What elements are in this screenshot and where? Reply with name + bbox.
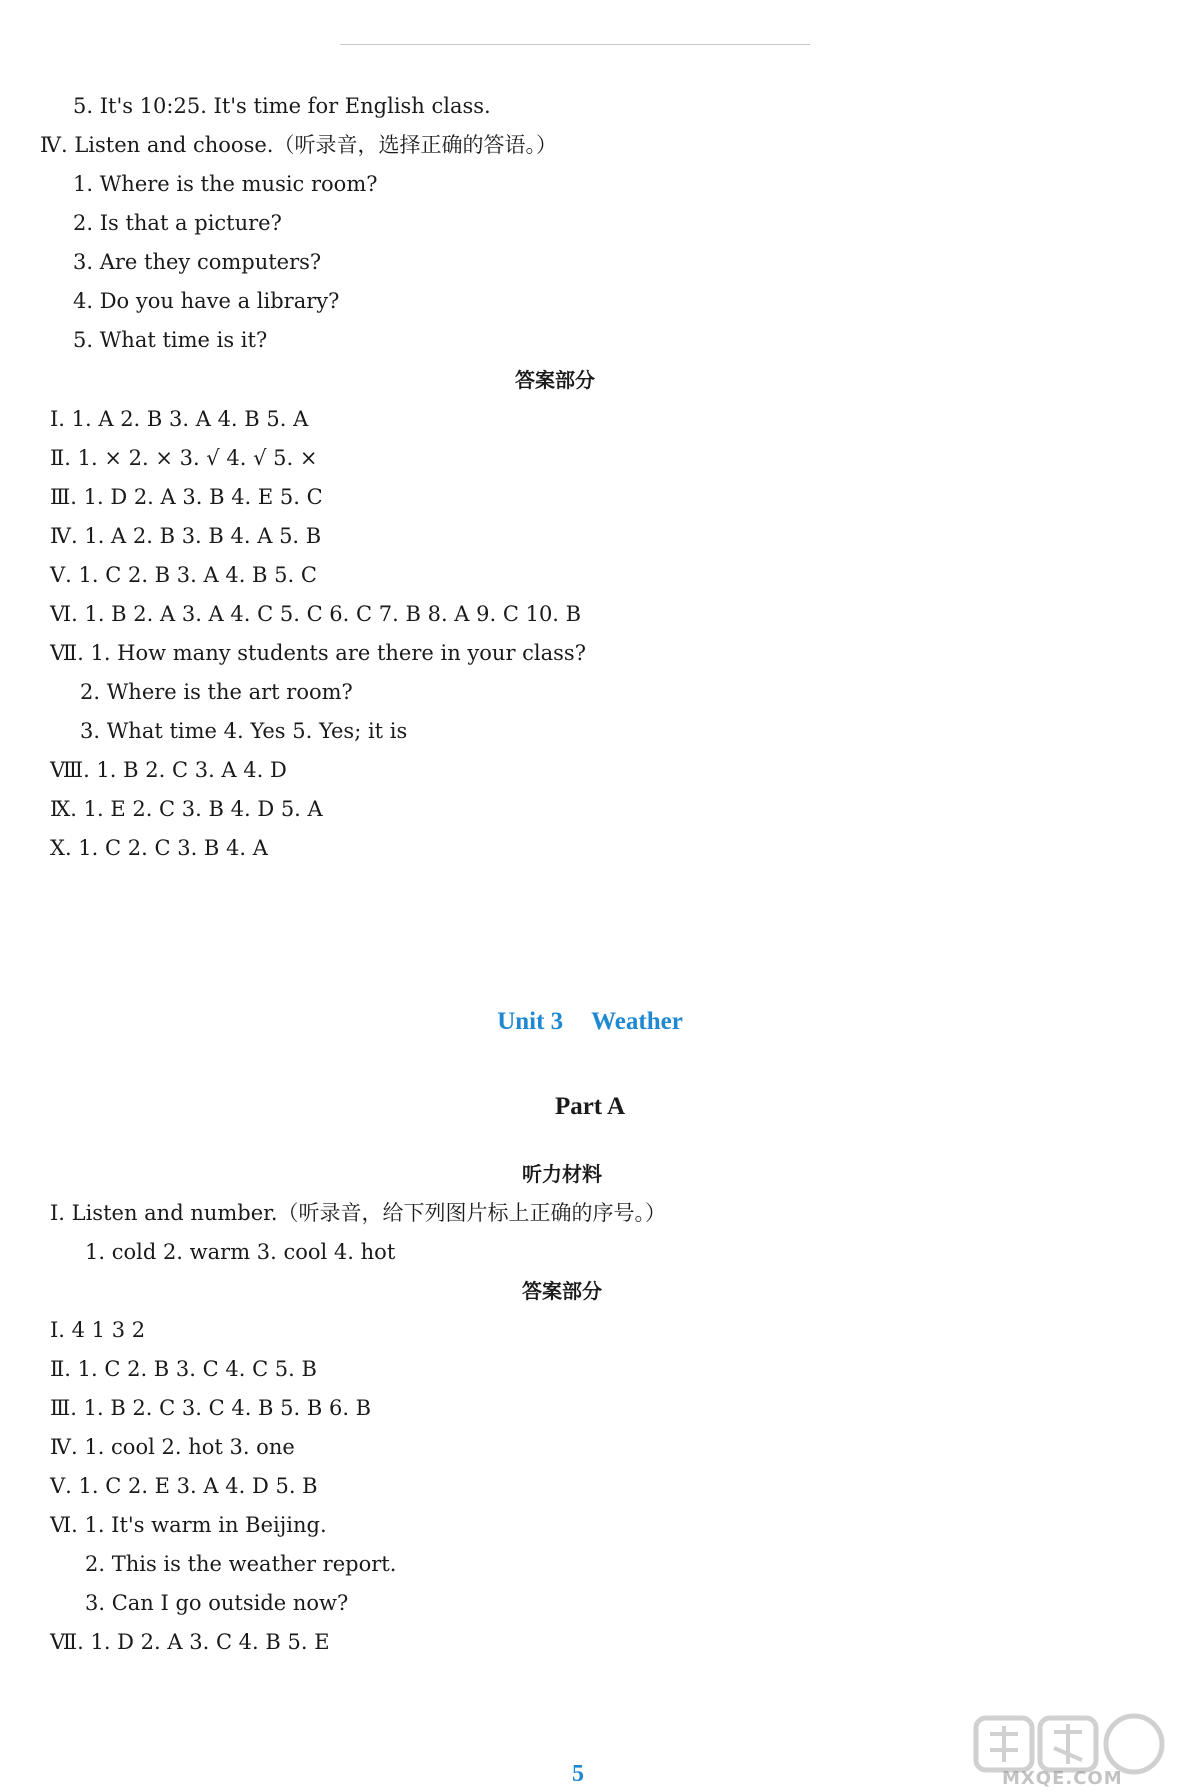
answer-row: Ⅹ. 1. C 2. C 3. B 4. A (50, 836, 268, 860)
answer-row: Ⅷ. 1. B 2. C 3. A 4. D (50, 758, 287, 782)
listening-material-heading: 听力材料 (522, 1162, 602, 1186)
answers-heading-2: 答案部分 (522, 1279, 602, 1303)
answer-row: Ⅱ. 1. C 2. B 3. C 4. C 5. B (50, 1357, 317, 1381)
listening-item: 1. Where is the music room? (73, 172, 378, 196)
watermark-text: MXQE.COM (1002, 1768, 1123, 1789)
listening-item: 5. What time is it? (73, 328, 268, 352)
answer-row: 2. Where is the art room? (80, 680, 353, 704)
top-rule (340, 44, 810, 45)
listening-item: 4. Do you have a library? (73, 289, 340, 313)
listening-line-5: 5. It's 10:25. It's time for English class. (73, 94, 491, 118)
answer-row: Ⅰ. 1. A 2. B 3. A 4. B 5. A (50, 407, 309, 431)
answer-row: Ⅶ. 1. How many students are there in your class? (50, 641, 586, 665)
answer-row: Ⅲ. 1. D 2. A 3. B 4. E 5. C (50, 485, 323, 509)
part-title: Part A (554, 1093, 626, 1120)
unit-title (0, 1008, 1180, 1036)
answers-heading: 答案部分 (515, 368, 595, 392)
listening-item: 3. Are they computers? (73, 250, 322, 274)
unit-label: Unit 3 (497, 1008, 564, 1035)
answer-row: Ⅶ. 1. D 2. A 3. C 4. B 5. E (50, 1630, 330, 1654)
answer-row: Ⅳ. 1. A 2. B 3. B 4. A 5. B (50, 524, 322, 548)
answer-row: Ⅸ. 1. E 2. C 3. B 4. D 5. A (50, 797, 323, 821)
answer-row: 3. Can I go outside now? (85, 1591, 349, 1615)
answer-row: Ⅵ. 1. B 2. A 3. A 4. C 5. C 6. C 7. B 8. A 9. C 10. B (50, 602, 582, 626)
answer-row: Ⅴ. 1. C 2. B 3. A 4. B 5. C (50, 563, 317, 587)
listening-item: 2. Is that a picture? (73, 211, 282, 235)
answer-row: Ⅲ. 1. B 2. C 3. C 4. B 5. B 6. B (50, 1396, 372, 1420)
answer-row: Ⅰ. 4 1 3 2 (50, 1318, 146, 1342)
page-number: 5 (572, 1761, 584, 1787)
unit-name: Weather (591, 1008, 683, 1035)
answer-row: Ⅴ. 1. C 2. E 3. A 4. D 5. B (50, 1474, 318, 1498)
answer-row: 3. What time 4. Yes 5. Yes; it is (80, 719, 408, 743)
section-iv-heading: Ⅳ. Listen and choose.（听录音，选择正确的答语。） (40, 133, 557, 157)
answer-row: Ⅳ. 1. cool 2. hot 3. one (50, 1435, 295, 1459)
answer-row: Ⅵ. 1. It's warm in Beijing. (50, 1513, 327, 1537)
listening-items: 1. cold 2. warm 3. cool 4. hot (85, 1240, 396, 1264)
answer-row: 2. This is the weather report. (85, 1552, 397, 1576)
answer-row: Ⅱ. 1. × 2. × 3. √ 4. √ 5. × (50, 446, 318, 470)
section-i-heading: Ⅰ. Listen and number.（听录音，给下列图片标上正确的序号。） (50, 1201, 667, 1225)
